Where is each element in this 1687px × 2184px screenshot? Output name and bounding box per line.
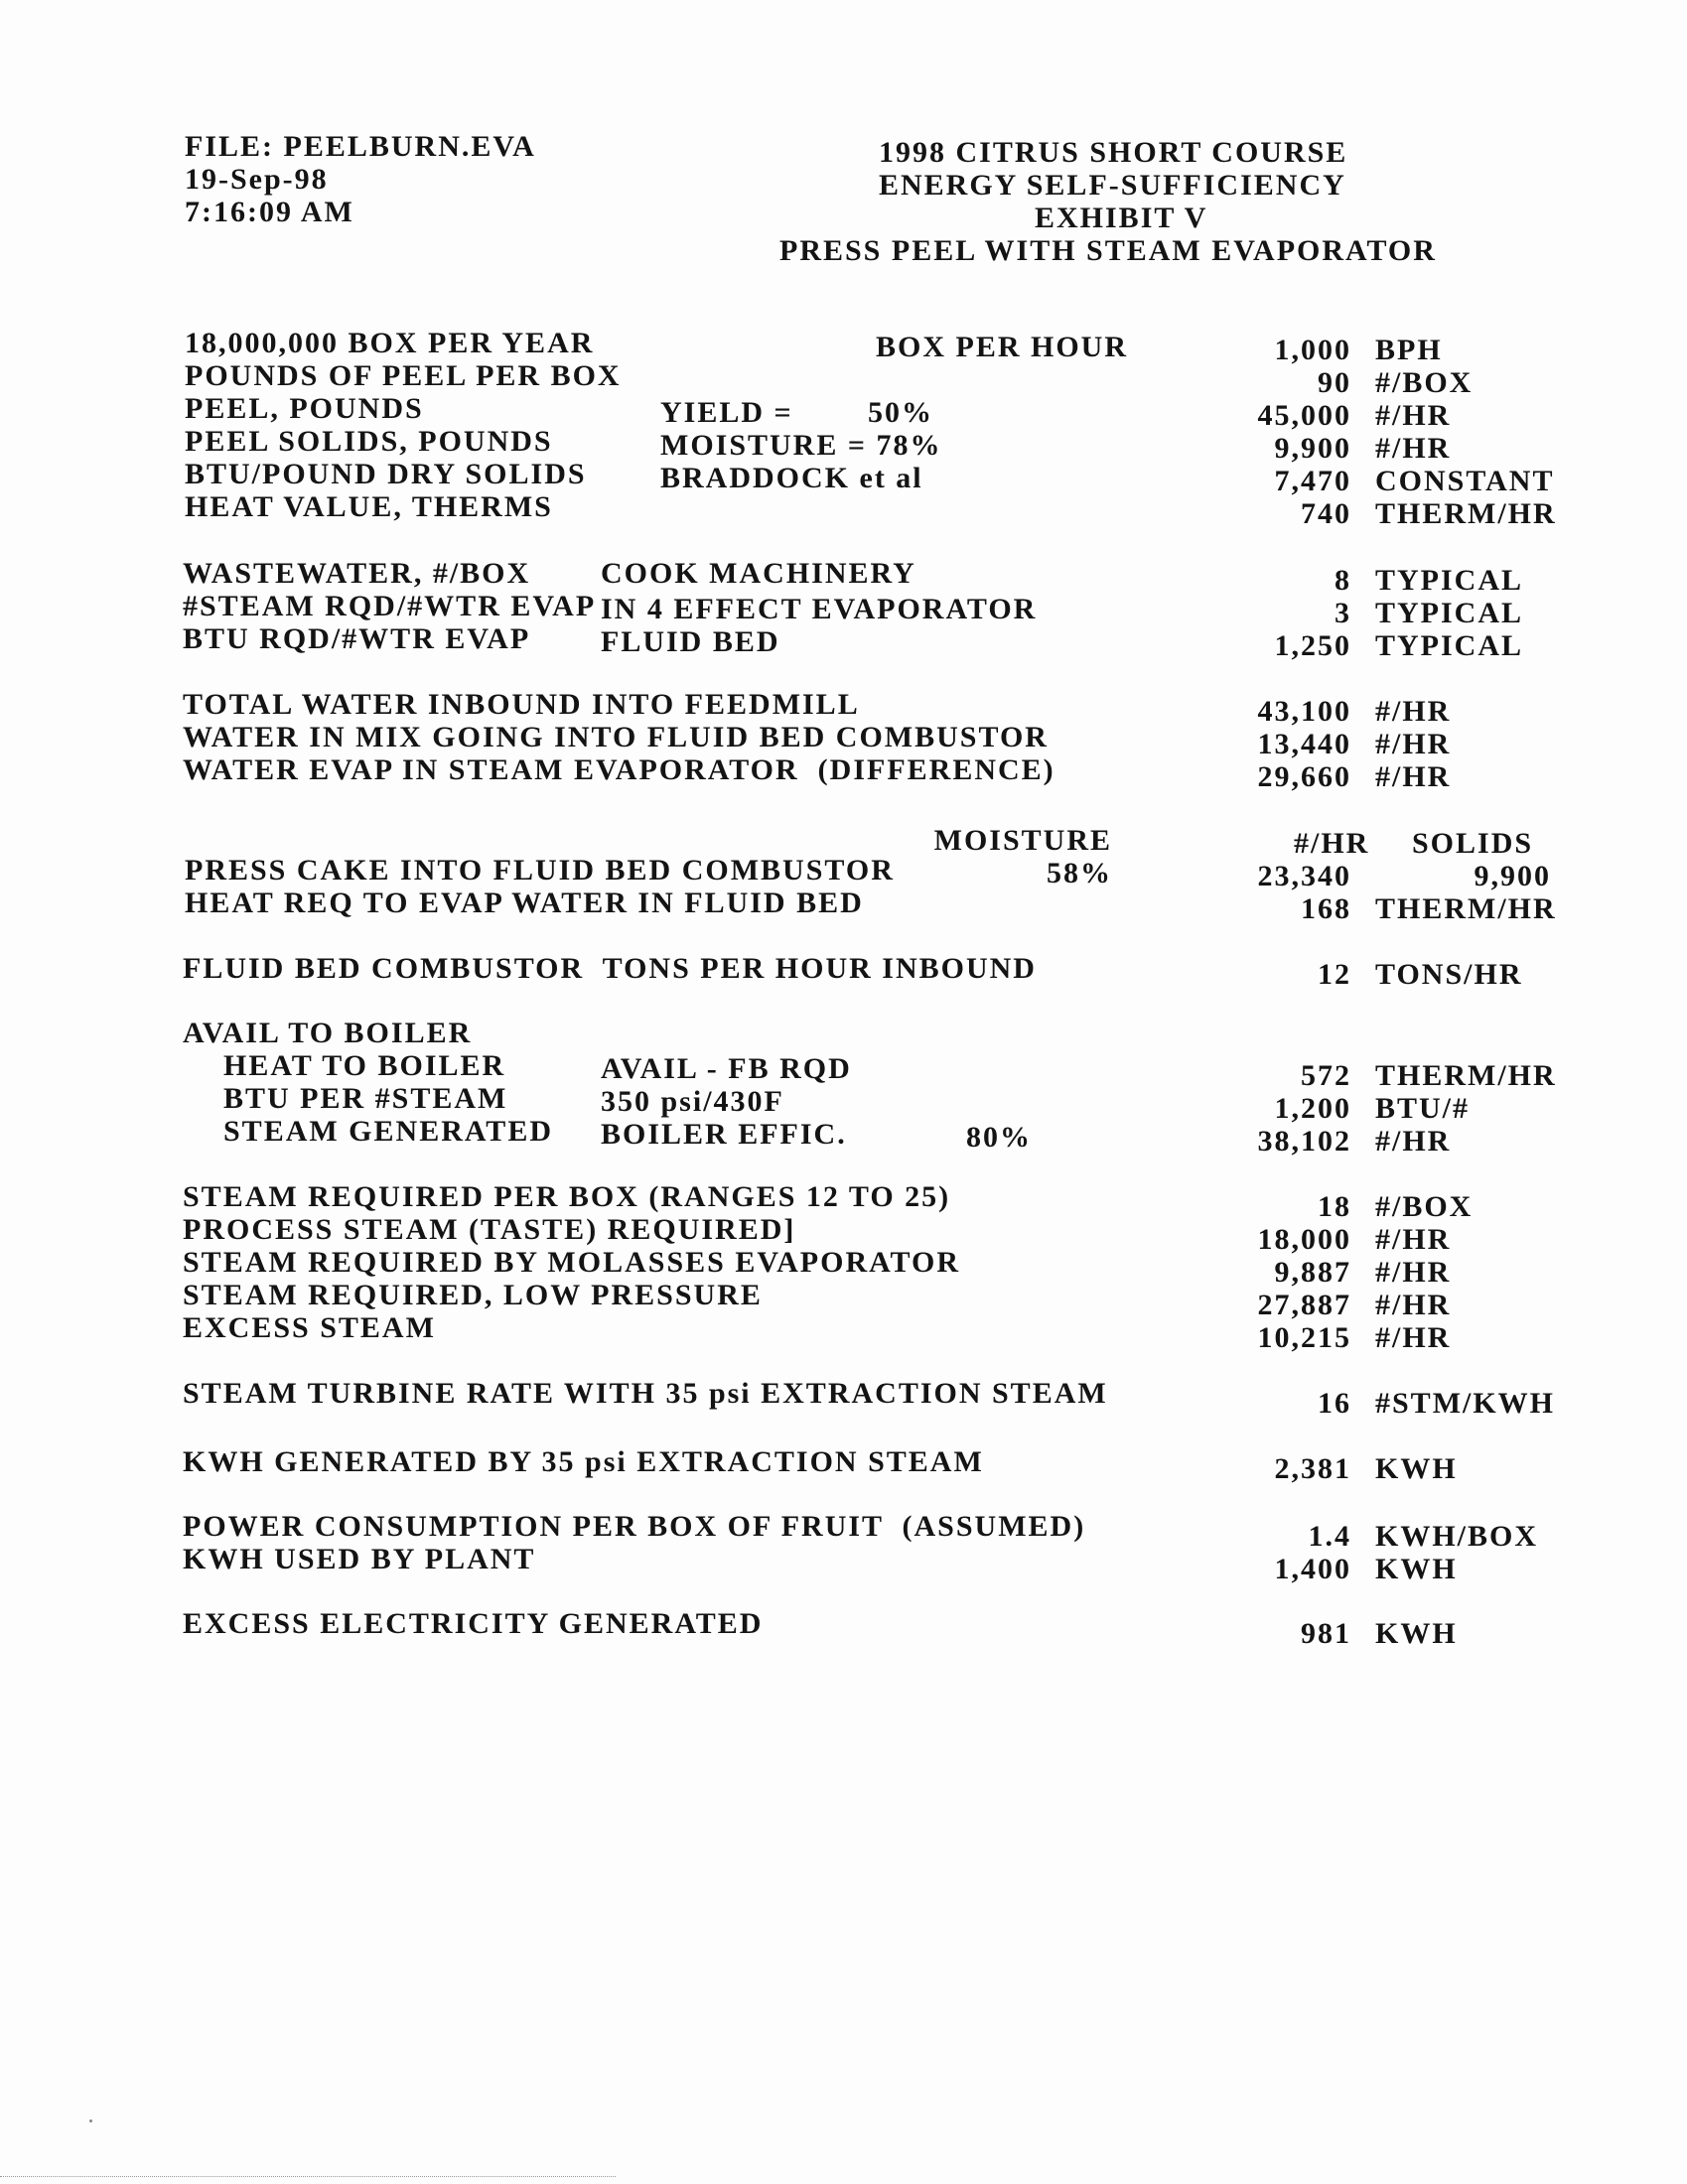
row-value: 1,000 — [1274, 334, 1351, 366]
row-unit: BPH — [1375, 334, 1443, 366]
row-label: BTU PER #STEAM — [223, 1082, 508, 1115]
row-value: 3 — [1335, 597, 1351, 629]
scan-speck — [89, 2119, 92, 2122]
row-value: 38,102 — [1257, 1125, 1351, 1158]
row-label: POUNDS OF PEEL PER BOX — [185, 359, 622, 392]
row-value: 43,100 — [1257, 695, 1351, 728]
row-unit: TONS/HR — [1375, 958, 1523, 991]
row-value: 16 — [1318, 1387, 1351, 1420]
row-mid: MOISTURE = 78% — [660, 429, 942, 462]
title-energy: ENERGY SELF-SUFFICIENCY — [879, 169, 1346, 202]
col-header-solids: SOLIDS — [1412, 827, 1534, 860]
title-subject: PRESS PEEL WITH STEAM EVAPORATOR — [779, 234, 1437, 267]
row-solids: 9,900 — [1474, 860, 1551, 892]
row-unit: TYPICAL — [1375, 597, 1524, 629]
row-unit: #/HR — [1375, 1125, 1452, 1158]
row-mid: AVAIL - FB RQD — [601, 1052, 852, 1085]
row-label: FLUID BED COMBUSTOR TONS PER HOUR INBOUND — [183, 952, 1037, 985]
row-mid: 350 psi/430F — [601, 1085, 784, 1118]
row-label: WASTEWATER, #/BOX — [183, 557, 531, 590]
row-unit: #/BOX — [1375, 366, 1474, 399]
row-value: 1,400 — [1274, 1553, 1351, 1585]
title-course: 1998 CITRUS SHORT COURSE — [879, 136, 1348, 169]
row-label: #STEAM RQD/#WTR EVAP — [183, 590, 597, 622]
row-mid-value: 58% — [1047, 857, 1112, 889]
row-mid-value: 80% — [966, 1121, 1032, 1154]
row-unit: #/HR — [1375, 1321, 1452, 1354]
row-label: EXCESS STEAM — [183, 1311, 436, 1344]
row-value: 981 — [1301, 1617, 1351, 1650]
row-label: STEAM REQUIRED, LOW PRESSURE — [183, 1279, 763, 1311]
row-mid: FLUID BED — [601, 625, 780, 658]
row-unit: #/HR — [1375, 728, 1452, 760]
row-unit: #/HR — [1375, 399, 1452, 432]
row-label: PEEL, POUNDS — [185, 392, 424, 425]
row-label: PRESS CAKE INTO FLUID BED COMBUSTOR — [185, 854, 895, 887]
row-label: EXCESS ELECTRICITY GENERATED — [183, 1607, 764, 1640]
row-value: 12 — [1318, 958, 1351, 991]
row-value: 27,887 — [1257, 1289, 1351, 1321]
row-unit: #/HR — [1375, 432, 1452, 465]
row-unit: #STM/KWH — [1375, 1387, 1556, 1420]
row-label: STEAM REQUIRED BY MOLASSES EVAPORATOR — [183, 1246, 961, 1279]
row-unit: #/HR — [1375, 695, 1452, 728]
row-value: 9,900 — [1274, 432, 1351, 465]
row-value: 45,000 — [1257, 399, 1351, 432]
scan-edge-line — [0, 2176, 616, 2178]
row-mid: BRADDOCK et al — [660, 462, 923, 494]
report-time: 7:16:09 AM — [185, 196, 354, 228]
row-mid: IN 4 EFFECT EVAPORATOR — [601, 593, 1038, 625]
row-unit: #/BOX — [1375, 1190, 1474, 1223]
row-label: BTU/POUND DRY SOLIDS — [185, 458, 587, 490]
row-unit: KWH — [1375, 1553, 1458, 1585]
title-exhibit: EXHIBIT V — [1035, 202, 1208, 234]
row-value: 8 — [1335, 564, 1351, 597]
row-unit: KWH/BOX — [1375, 1520, 1539, 1553]
row-label: WATER EVAP IN STEAM EVAPORATOR (DIFFERENCE) — [183, 753, 1055, 786]
row-value: 18,000 — [1257, 1223, 1351, 1256]
row-value: 740 — [1301, 497, 1351, 530]
row-value: 2,381 — [1274, 1452, 1351, 1485]
row-label: PEEL SOLIDS, POUNDS — [185, 425, 553, 458]
row-value: 1,200 — [1274, 1092, 1351, 1125]
row-value: 13,440 — [1257, 728, 1351, 760]
row-unit: #/HR — [1375, 760, 1452, 793]
col-header-moisture: MOISTURE — [933, 824, 1112, 857]
row-unit: KWH — [1375, 1617, 1458, 1650]
row-label: HEAT REQ TO EVAP WATER IN FLUID BED — [185, 887, 864, 919]
row-label: BTU RQD/#WTR EVAP — [183, 622, 531, 655]
row-value: 18 — [1318, 1190, 1351, 1223]
row-value: 9,887 — [1274, 1256, 1351, 1289]
row-label: STEAM REQUIRED PER BOX (RANGES 12 TO 25) — [183, 1180, 951, 1213]
row-mid: BOX PER HOUR — [876, 331, 1129, 363]
row-value: 572 — [1301, 1059, 1351, 1092]
row-unit: BTU/# — [1375, 1092, 1471, 1125]
col-header-hr: #/HR — [1294, 827, 1370, 860]
row-mid: BOILER EFFIC. — [601, 1118, 847, 1151]
row-label: STEAM TURBINE RATE WITH 35 psi EXTRACTION STEAM — [183, 1377, 1108, 1410]
row-mid: YIELD = — [660, 396, 793, 429]
row-value: 29,660 — [1257, 760, 1351, 793]
row-label: 18,000,000 BOX PER YEAR — [185, 327, 595, 359]
row-label: STEAM GENERATED — [223, 1115, 553, 1148]
row-value: 1.4 — [1308, 1520, 1351, 1553]
row-unit: TYPICAL — [1375, 564, 1524, 597]
row-label: KWH GENERATED BY 35 psi EXTRACTION STEAM — [183, 1445, 984, 1478]
row-unit: #/HR — [1375, 1223, 1452, 1256]
row-unit: THERM/HR — [1375, 892, 1557, 925]
row-unit: CONSTANT — [1375, 465, 1555, 497]
row-label: PROCESS STEAM (TASTE) REQUIRED] — [183, 1213, 796, 1246]
row-unit: #/HR — [1375, 1256, 1452, 1289]
row-value: 90 — [1318, 366, 1351, 399]
row-label: HEAT VALUE, THERMS — [185, 490, 553, 523]
row-unit: THERM/HR — [1375, 497, 1557, 530]
row-unit: KWH — [1375, 1452, 1458, 1485]
row-label: HEAT TO BOILER — [223, 1049, 506, 1082]
row-unit: THERM/HR — [1375, 1059, 1557, 1092]
report-date: 19-Sep-98 — [185, 163, 329, 196]
row-unit: #/HR — [1375, 1289, 1452, 1321]
file-name: FILE: PEELBURN.EVA — [185, 130, 536, 163]
row-value: 10,215 — [1257, 1321, 1351, 1354]
row-value: 23,340 — [1257, 860, 1351, 892]
row-label: POWER CONSUMPTION PER BOX OF FRUIT (ASSUMED) — [183, 1510, 1086, 1543]
row-value: 1,250 — [1274, 629, 1351, 662]
row-value: 168 — [1301, 892, 1351, 925]
row-value: 7,470 — [1274, 465, 1351, 497]
section-heading: AVAIL TO BOILER — [183, 1017, 473, 1049]
row-label: WATER IN MIX GOING INTO FLUID BED COMBUSTOR — [183, 721, 1049, 753]
row-mid-value: 50% — [868, 396, 933, 429]
row-label: KWH USED BY PLANT — [183, 1543, 536, 1575]
row-mid: COOK MACHINERY — [601, 557, 916, 590]
row-label: TOTAL WATER INBOUND INTO FEEDMILL — [183, 688, 860, 721]
row-unit: TYPICAL — [1375, 629, 1524, 662]
